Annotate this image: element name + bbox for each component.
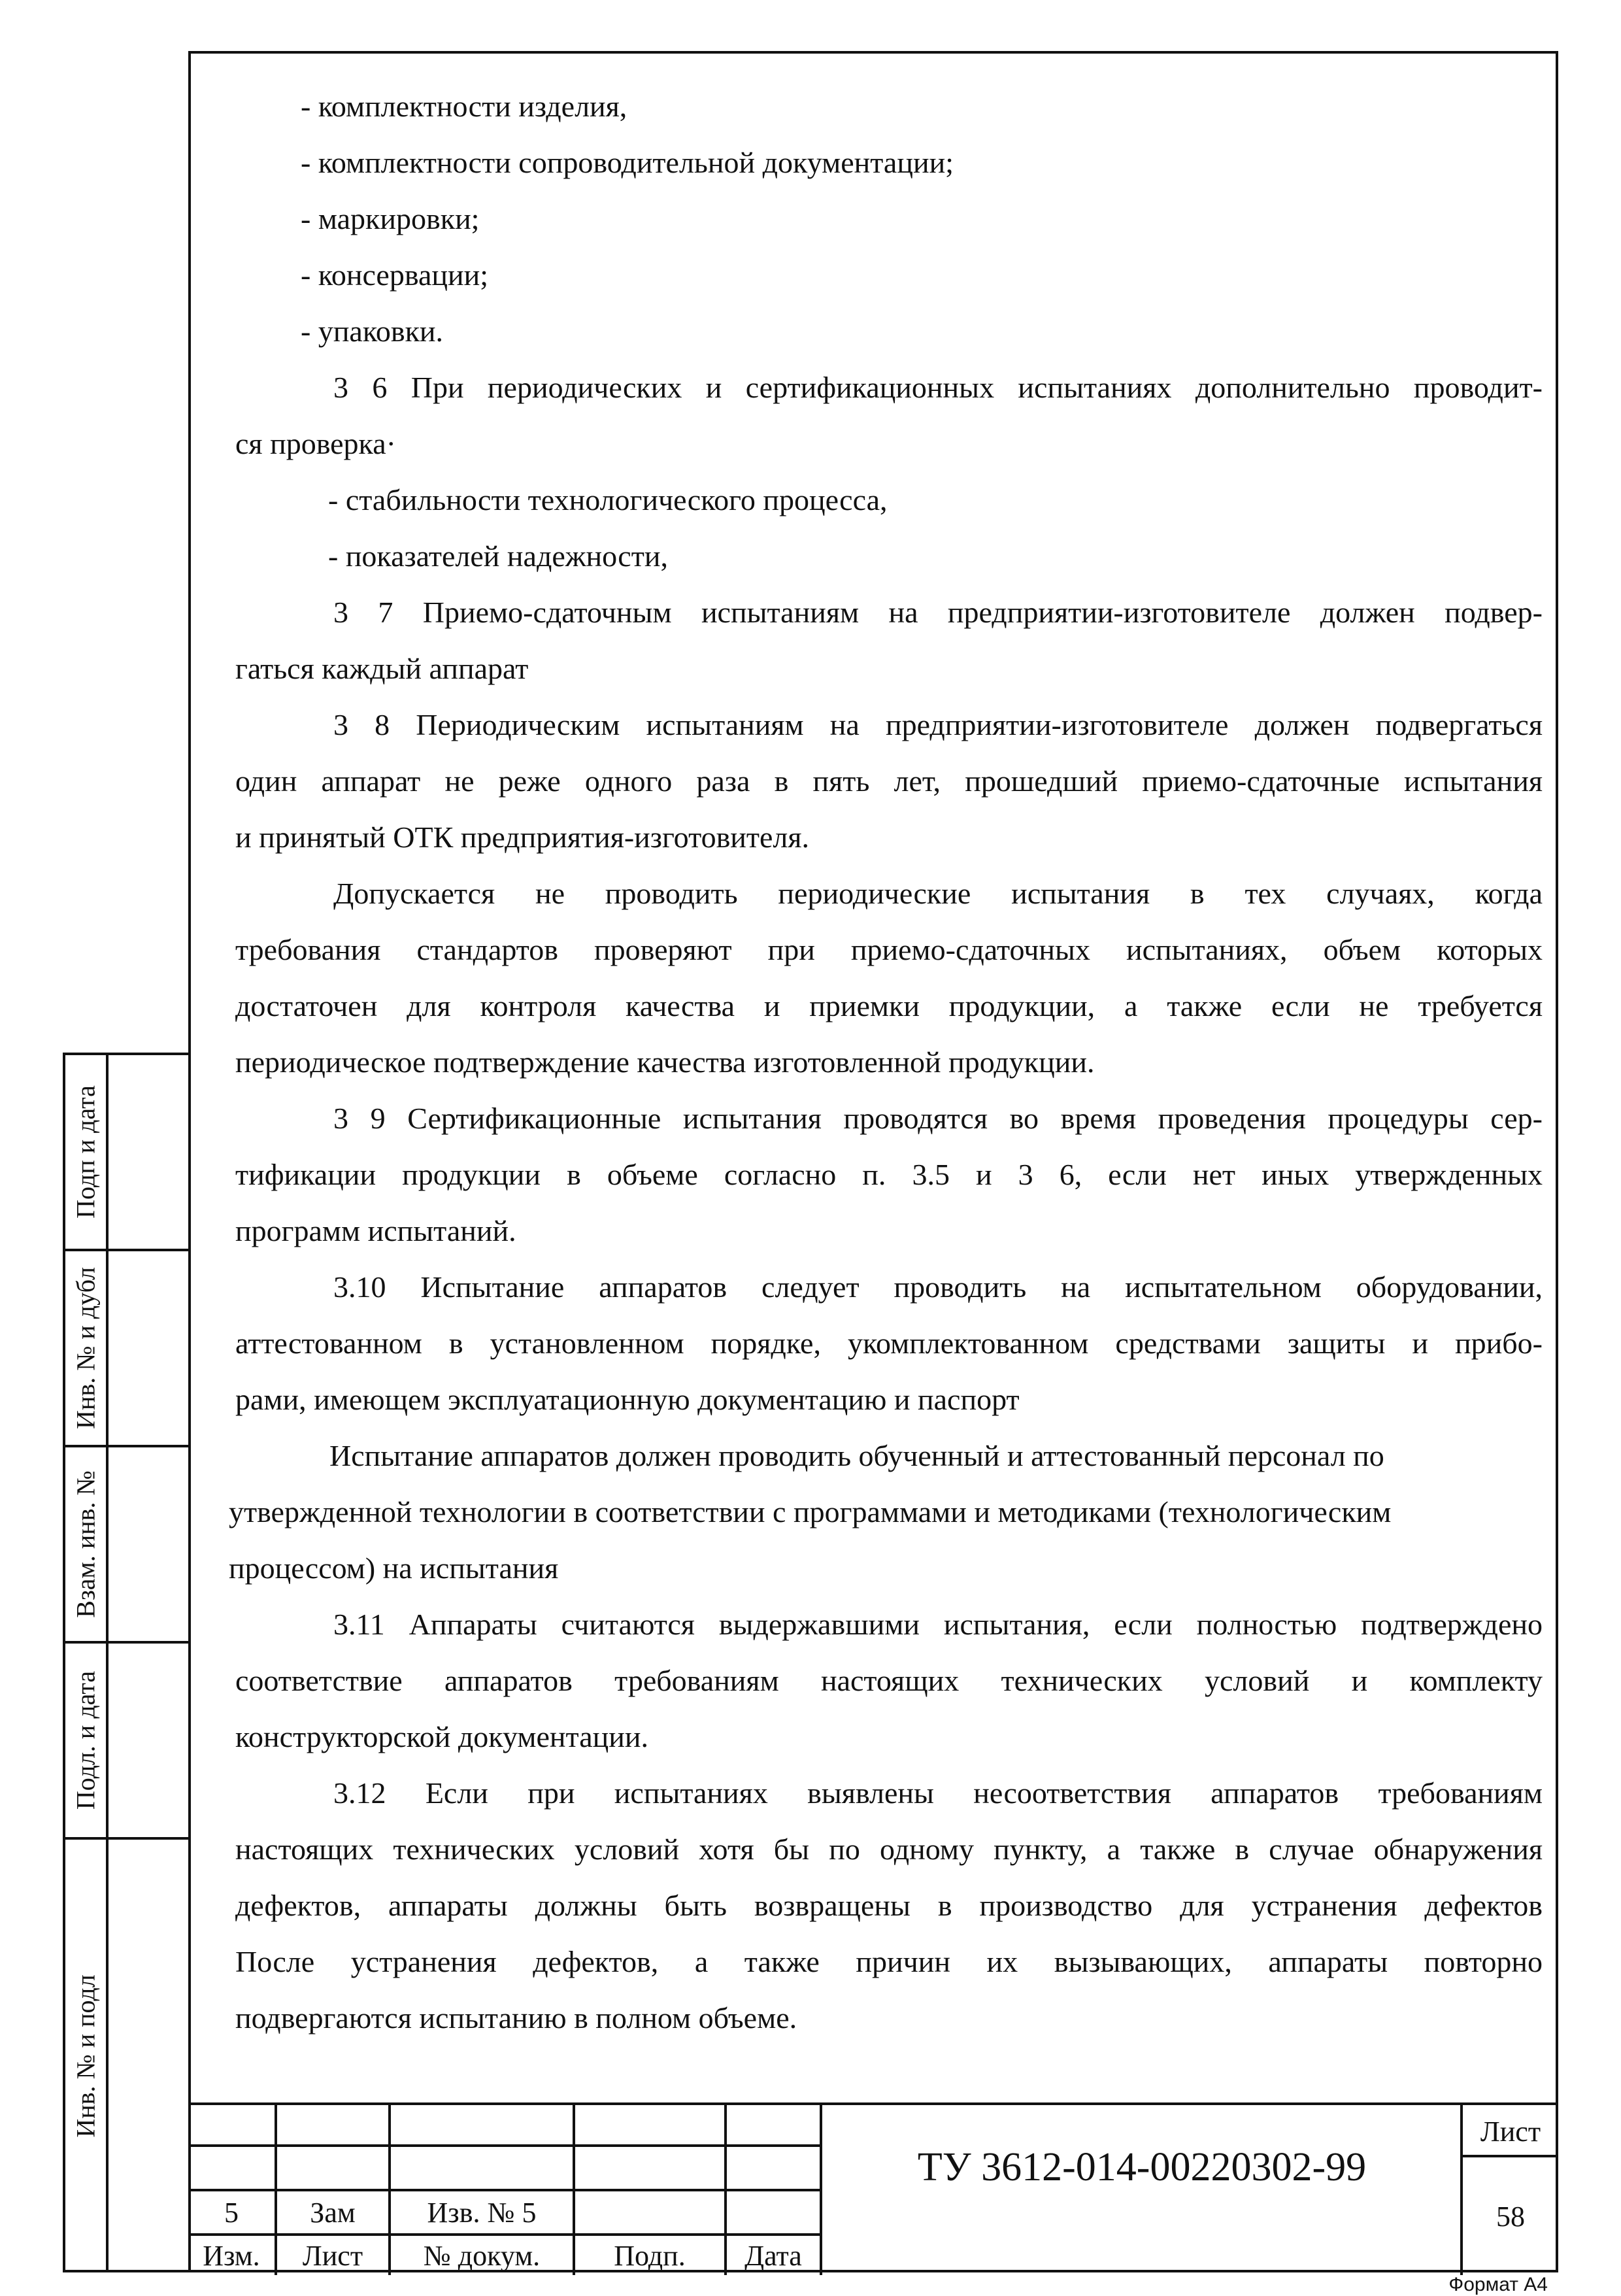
- body-line: гаться каждый аппарат: [235, 652, 529, 685]
- body-line: 3 7 Приемо-сдаточным испытаниям на предприятии-изготовителе должен подвер-: [333, 596, 1543, 629]
- header-document-number: № докум.: [423, 2239, 541, 2272]
- body-line: требования стандартов проверяют при приемо-сдаточных испытаниях, объем которых: [235, 933, 1543, 966]
- header-change: Изм.: [203, 2239, 260, 2272]
- body-line: 3.10 Испытание аппаратов следует проводить на испытательном оборудовании,: [333, 1270, 1543, 1304]
- body-line: Испытание аппаратов должен проводить обученный и аттестованный персонал по: [329, 1439, 1384, 1472]
- body-line: настоящих технических условий хотя бы по одному пункту, а также в случае обнаружения: [235, 1832, 1543, 1866]
- side-cell-original-inv: [65, 1840, 188, 2272]
- body-line: 3 6 При периодических и сертификационных испытаниях дополнительно проводит-: [333, 371, 1543, 404]
- revision-number: 5: [224, 2196, 239, 2229]
- body-line: - упаковки.: [301, 314, 444, 348]
- body-line: и принятый ОТК предприятия-изготовителя.: [235, 820, 810, 854]
- body-line: достаточен для контроля качества и приемки продукции, а также если не требуется: [235, 989, 1543, 1022]
- side-cell-replaced-inv: [65, 1447, 188, 1644]
- body-line: подвергаются испытанию в полном объеме.: [235, 2001, 797, 2034]
- body-line: периодическое подтверждение качества изготовленной продукции.: [235, 1045, 1095, 1079]
- side-label: Взам. инв. №: [71, 1470, 101, 1618]
- side-stamp-strip: [63, 1053, 188, 2272]
- body-line: - стабильности технологического процесса,: [328, 483, 888, 516]
- body-line: один аппарат не реже одного раза в пять лет, прошедший приемо-сдаточные испытания: [235, 764, 1543, 798]
- body-line: процессом) на испытания: [229, 1551, 559, 1585]
- title-block: [188, 2102, 1558, 2272]
- revision-document: Изв. № 5: [427, 2196, 537, 2229]
- side-label: Инв. № и дубл: [71, 1267, 101, 1429]
- side-label: Инв. № и подл: [71, 1974, 101, 2138]
- side-label: Подп и дата: [71, 1085, 101, 1219]
- side-cell-original-signature: [65, 1644, 188, 1840]
- revision-type: Зам: [310, 2196, 356, 2229]
- body-line: дефектов, аппараты должны быть возвращены в производство для устранения дефектов: [235, 1889, 1543, 1922]
- header-signature: Подп.: [614, 2239, 686, 2272]
- body-line: 3 9 Сертификационные испытания проводятся во время проведения процедуры сер-: [333, 1102, 1543, 1135]
- body-line: соответствие аппаратов требованиям настоящих технических условий и комплекту: [235, 1664, 1543, 1697]
- body-line: - консервации;: [301, 258, 489, 292]
- sheet-label: Лист: [1480, 2115, 1541, 2148]
- document-code: ТУ 3612-014-00220302-99: [917, 2145, 1367, 2189]
- body-line: 3.12 Если при испытаниях выявлены несоответствия аппаратов требованиям: [333, 1776, 1543, 1810]
- header-sheet: Лист: [302, 2239, 363, 2272]
- body-line: программ испытаний.: [235, 1214, 516, 1247]
- side-cell-dup-inv: [65, 1251, 188, 1447]
- header-date: Дата: [744, 2239, 802, 2272]
- body-line: - комплектности сопроводительной документации;: [301, 146, 954, 179]
- body-line: После устранения дефектов, а также причин их вызывающих, аппараты повторно: [235, 1945, 1543, 1978]
- body-line: - маркировки;: [301, 202, 480, 235]
- body-line: 3.11 Аппараты считаются выдержавшими испытания, если полностью подтверждено: [333, 1608, 1543, 1641]
- format-label: Формат А4: [1448, 2274, 1548, 2295]
- body-line: аттестованном в установленном порядке, укомплектованном средствами защиты и прибо-: [235, 1326, 1543, 1360]
- body-line: ся проверка·: [235, 427, 396, 460]
- body-line: рами, имеющем эксплуатационную документацию и паспорт: [235, 1383, 1020, 1416]
- body-line: - комплектности изделия,: [301, 90, 627, 123]
- side-label: Подл. и дата: [71, 1670, 101, 1810]
- body-line: - показателей надежности,: [328, 539, 668, 573]
- body-line: Допускается не проводить периодические испытания в тех случаях, когда: [333, 877, 1543, 910]
- document-body: [229, 78, 1543, 2046]
- side-cell-signature-date: [65, 1055, 188, 1251]
- body-line: 3 8 Периодическим испытаниям на предприятии-изготовителе должен подвергаться: [333, 708, 1543, 741]
- body-line: утвержденной технологии в соответствии с программами и методиками (технологическим: [229, 1495, 1392, 1528]
- body-line: тификации продукции в объеме согласно п. 3.5 и 3 6, если нет иных утвержденных: [235, 1158, 1543, 1191]
- body-line: конструкторской документации.: [235, 1720, 648, 1753]
- sheet-number: 58: [1496, 2200, 1525, 2233]
